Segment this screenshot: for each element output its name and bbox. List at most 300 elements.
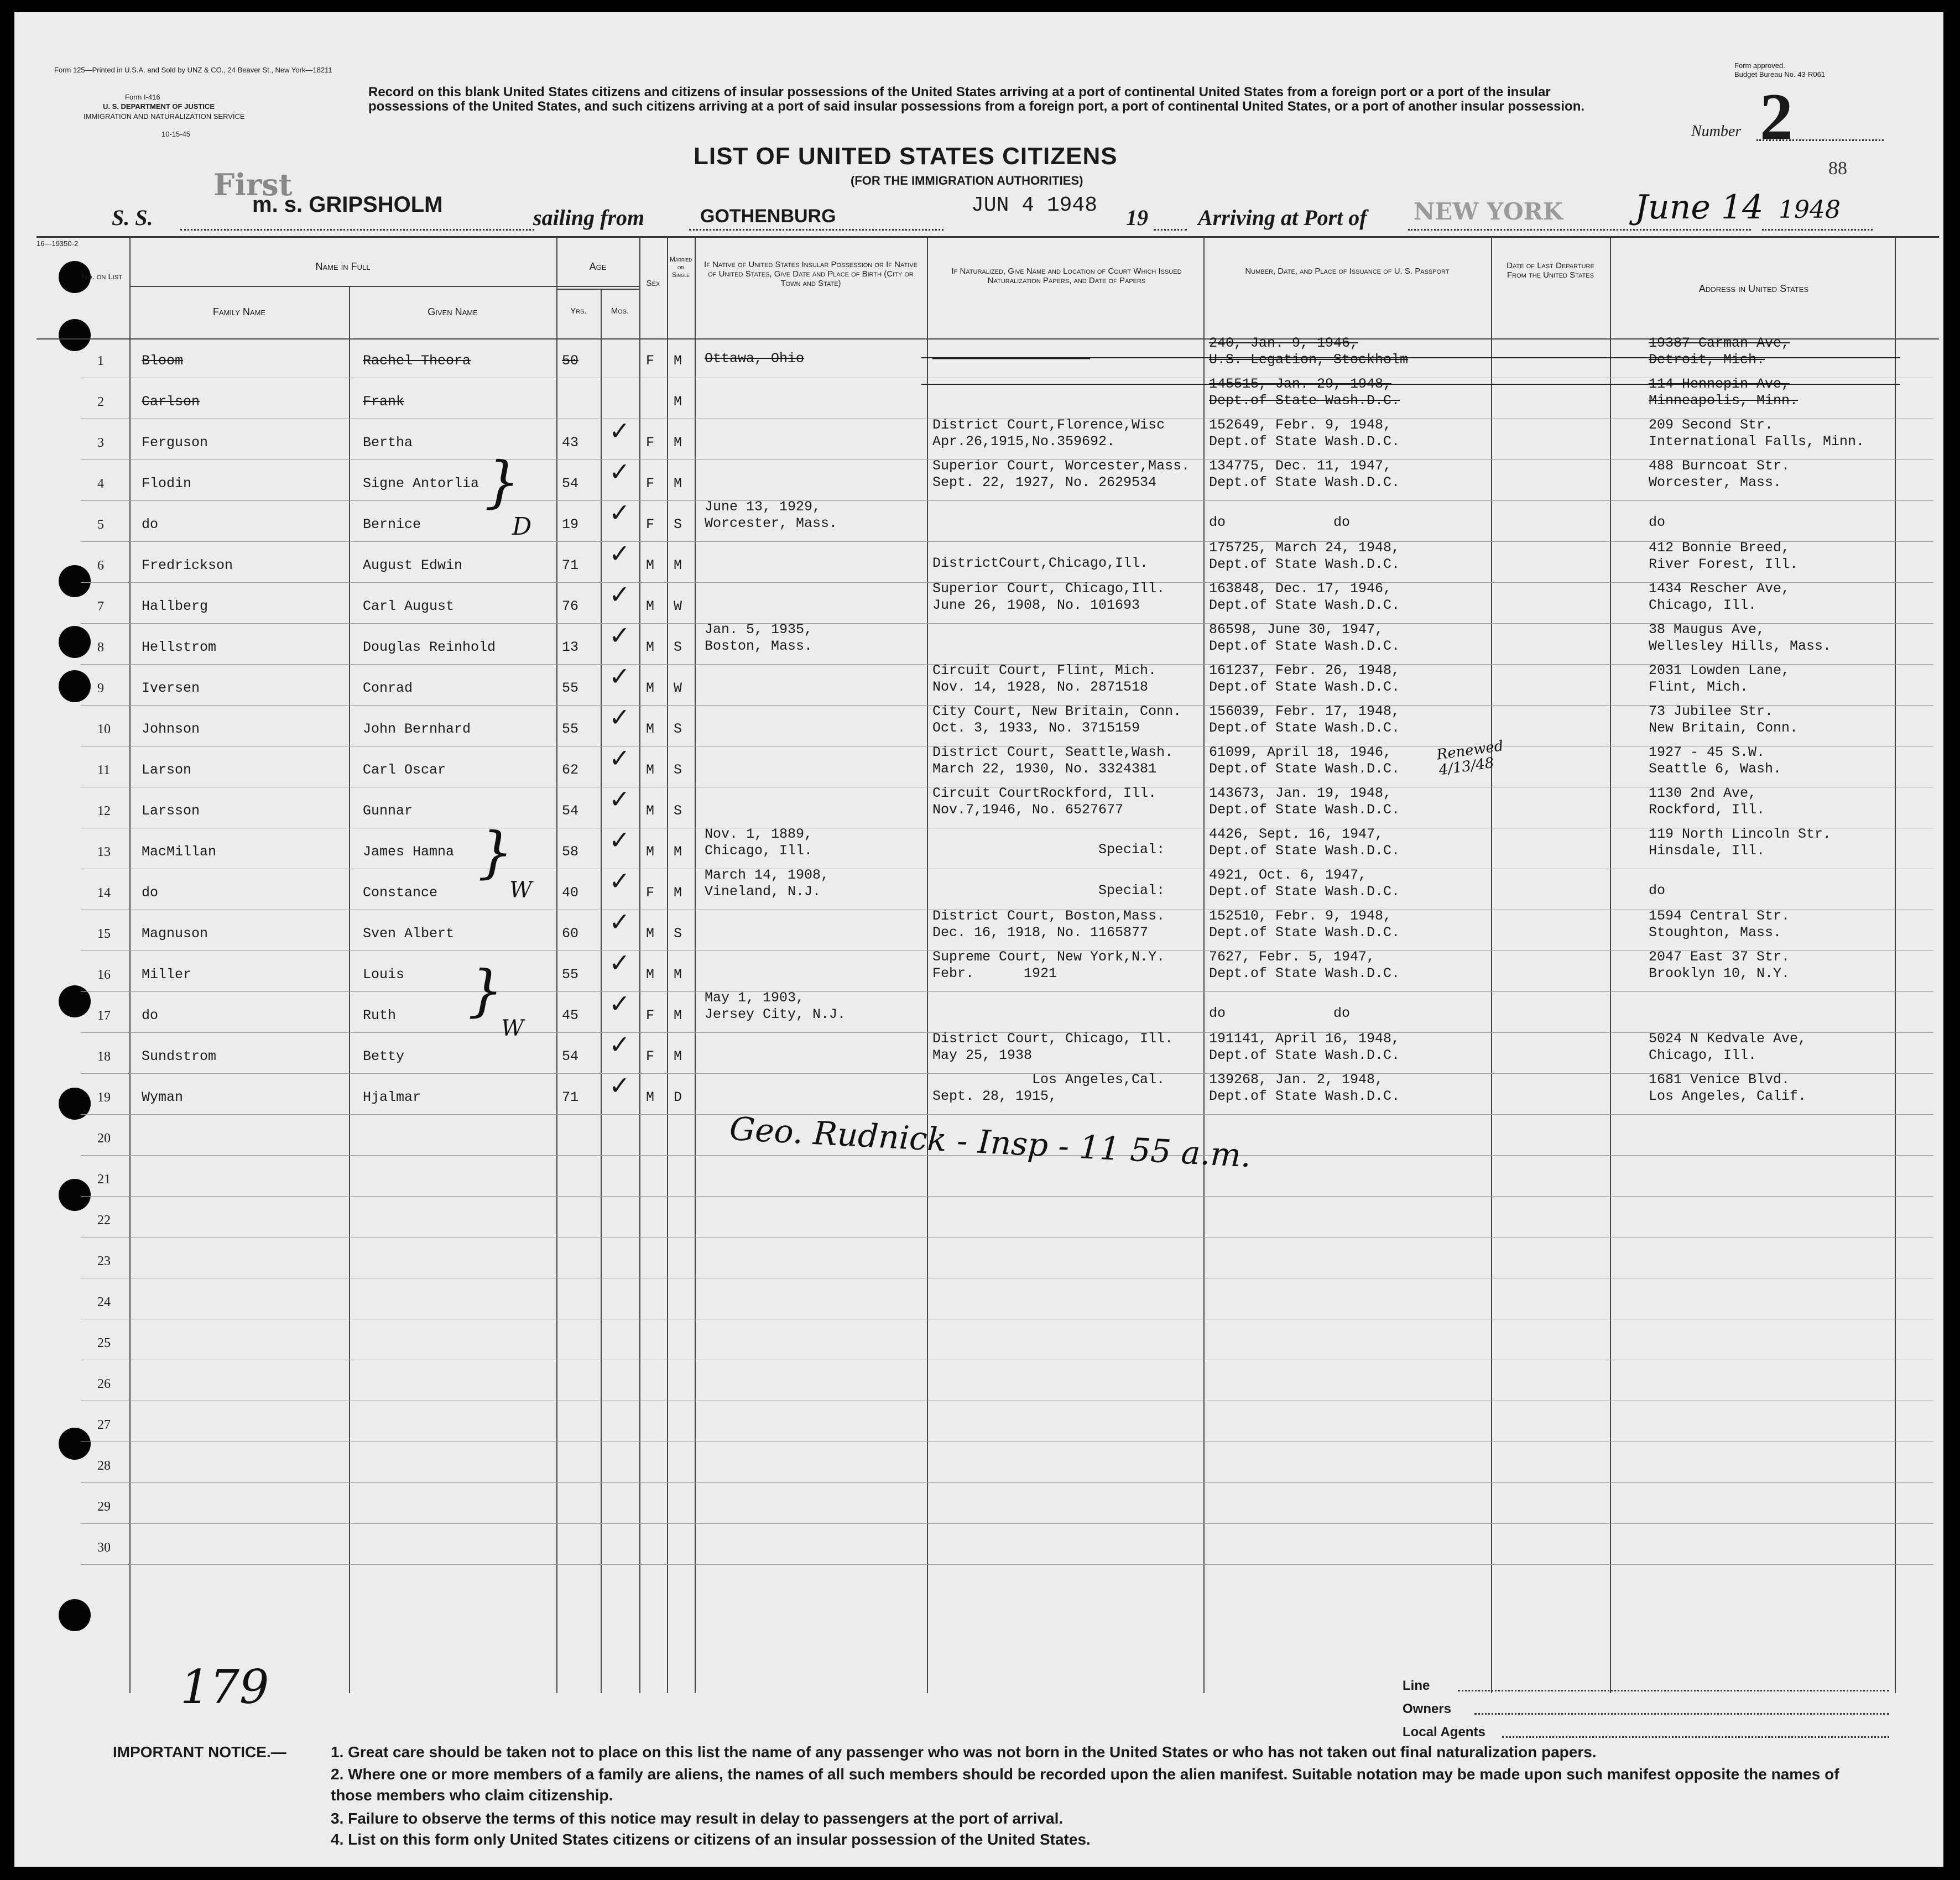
birth-date-place: Boston, Mass. <box>705 638 813 654</box>
passport-info: U.S. Legation, Stockholm <box>1209 352 1409 368</box>
family-brace: } <box>478 820 513 885</box>
naturalization-court: District Court, Chicago, Ill. <box>932 1031 1174 1047</box>
passport-info: Dept.of State Wash.D.C. <box>1209 925 1400 941</box>
age-years: 71 <box>562 1089 579 1105</box>
owners-underline <box>1474 1713 1889 1715</box>
age-check: ✓ <box>609 866 630 896</box>
sex: F <box>646 516 655 532</box>
passport-info: 240, Jan. 9, 1946, <box>1209 335 1359 351</box>
header-age: Age <box>589 261 607 272</box>
given-name: Gunnar <box>363 803 413 819</box>
age-years: 43 <box>562 435 579 451</box>
year-underline-2 <box>1762 229 1873 231</box>
marital-status: M <box>674 967 682 983</box>
inspector-signature: Geo. Rudnick - Insp - 11 55 a.m. <box>728 1110 1252 1175</box>
table-row <box>14 825 1933 869</box>
age-check: ✓ <box>609 457 630 487</box>
sex: M <box>646 967 655 983</box>
age-check: ✓ <box>609 702 630 732</box>
naturalization-court: ——————————————————— <box>932 351 1091 367</box>
sex: F <box>646 1007 655 1023</box>
marital-status: M <box>674 1048 682 1064</box>
line-label: Line <box>1403 1678 1430 1693</box>
table-row <box>14 1070 1933 1115</box>
header-sex: Sex <box>646 279 660 288</box>
family-name: Magnuson <box>142 926 208 942</box>
passport-info: Dept.of State Wash.D.C. <box>1209 965 1400 981</box>
us-address: Wellesley Hills, Mass. <box>1649 638 1832 654</box>
manifest-number: 2 <box>1760 80 1793 153</box>
naturalization-court: Special: <box>932 882 1165 899</box>
row-number: 27 <box>97 1418 111 1432</box>
strike-line <box>921 384 1900 385</box>
naturalization-court: Febr. 1921 <box>932 965 1057 981</box>
sex: F <box>646 885 655 901</box>
birth-date-place: May 1, 1903, <box>705 990 805 1006</box>
notice-item-4: 4. List on this form only United States citizens or citizens of an insular possession of the United States. <box>331 1831 1091 1848</box>
age-check: ✓ <box>609 948 630 978</box>
table-row <box>14 337 1933 378</box>
sex: M <box>646 926 655 942</box>
naturalization-court: City Court, New Britain, Conn. <box>932 703 1182 719</box>
year-underline <box>1154 229 1187 231</box>
age-check: ✓ <box>609 498 630 528</box>
us-address: 2047 East 37 Str. <box>1649 949 1790 965</box>
sex: M <box>646 680 655 696</box>
passport-info: do do <box>1209 514 1351 530</box>
form-approved: Form approved. <box>1734 61 1785 70</box>
row-number: 6 <box>97 558 104 573</box>
row-number: 11 <box>97 763 111 777</box>
birth-date-place: Ottawa, Ohio <box>705 351 805 367</box>
header-naturalized: If Naturalized, Give Name and Location of Court Which Issued Naturalization Papers, and Date of Papers <box>951 267 1182 285</box>
ship-name: m. s. GRIPSHOLM <box>252 192 443 217</box>
marital-status: S <box>674 516 682 532</box>
ship-underline <box>180 229 534 231</box>
age-check: ✓ <box>609 620 630 650</box>
age-check: ✓ <box>609 907 630 937</box>
table-row <box>14 1442 1933 1483</box>
table-row <box>14 866 1933 910</box>
us-address: do <box>1649 514 1666 530</box>
given-name: Louis <box>363 967 405 983</box>
sex: M <box>646 721 655 737</box>
us-address: Detroit, Mich. <box>1649 352 1765 368</box>
naturalization-court: Sept. 28, 1915, <box>932 1088 1057 1104</box>
passport-info: 139268, Jan. 2, 1948, <box>1209 1072 1384 1088</box>
sex: M <box>646 639 655 655</box>
marital-status: M <box>674 885 682 901</box>
brace-annotation-w2: W <box>501 1016 524 1041</box>
row-number: 10 <box>97 722 111 737</box>
table-row <box>14 378 1933 419</box>
given-name: Frank <box>363 394 405 410</box>
table-row <box>14 1197 1933 1237</box>
given-name: Betty <box>363 1048 405 1064</box>
department: U. S. DEPARTMENT OF JUSTICE <box>103 102 215 111</box>
birth-date-place: Nov. 1, 1889, <box>705 826 813 842</box>
family-name: Hellstrom <box>142 639 217 655</box>
passport-info: Dept.of State Wash.D.C. <box>1209 1047 1400 1063</box>
age-years: 76 <box>562 598 579 614</box>
row-number: 26 <box>97 1377 111 1391</box>
age-check: ✓ <box>609 1070 630 1100</box>
passport-info: 4921, Oct. 6, 1947, <box>1209 867 1367 883</box>
marital-status: S <box>674 639 682 655</box>
given-name: John Bernhard <box>363 721 471 737</box>
passport-info: Dept.of State Wash.D.C. <box>1209 474 1400 490</box>
naturalization-court: Dec. 16, 1918, No. 1165877 <box>932 925 1149 941</box>
marital-status: M <box>674 844 682 860</box>
birth-date-place: Jersey City, N.J. <box>705 1006 846 1022</box>
passport-info: 156039, Febr. 17, 1948, <box>1209 703 1400 719</box>
row-number: 23 <box>97 1254 111 1268</box>
us-address: Minneapolis, Minn. <box>1649 393 1799 409</box>
header-given-name: Given Name <box>428 306 478 317</box>
us-address: 1927 - 45 S.W. <box>1649 744 1765 760</box>
instructions: Record on this blank United States citizens and citizens of insular possessions of the United States arriving at a port of continental United States from a foreign port or a port of the insular possessions of the United States, and such citizens arriving at a port of said insular possessions from a foreign port, a port of continental United States, or a port of another insular possession. <box>368 85 1585 114</box>
header-no: No. on List <box>81 272 122 281</box>
sex: M <box>646 803 655 819</box>
us-address: Los Angeles, Calif. <box>1649 1088 1807 1104</box>
local-agents-label: Local Agents <box>1403 1725 1485 1740</box>
age-years: 54 <box>562 476 579 492</box>
margin-number: 88 <box>1828 158 1847 179</box>
us-address: 1594 Central Str. <box>1649 908 1790 924</box>
marital-status: S <box>674 803 682 819</box>
printer-line: Form 125—Printed in U.S.A. and Sold by UNZ & CO., 24 Beaver St., New York—18211 <box>54 66 332 74</box>
table-row <box>14 702 1933 746</box>
us-address: Chicago, Ill. <box>1649 1047 1757 1063</box>
budget-bureau: Budget Bureau No. 43-R061 <box>1734 70 1826 79</box>
passport-info: Dept.of State Wash.D.C. <box>1209 843 1400 859</box>
table-row <box>14 1030 1933 1074</box>
row-number: 12 <box>97 804 111 818</box>
naturalization-court: Oct. 3, 1933, No. 3715159 <box>932 720 1140 736</box>
row-number: 24 <box>97 1295 111 1309</box>
row-number: 15 <box>97 927 111 941</box>
family-brace: } <box>468 958 503 1023</box>
row-number: 7 <box>97 599 104 614</box>
naturalization-court: District Court, Boston,Mass. <box>932 908 1165 924</box>
table-row <box>14 989 1933 1033</box>
age-years: 50 <box>562 353 579 369</box>
marital-status: S <box>674 721 682 737</box>
renewed-note: Renewed 4/13/48 <box>1435 738 1505 779</box>
row-number: 30 <box>97 1540 111 1555</box>
age-years: 13 <box>562 639 579 655</box>
birth-date-place: Jan. 5, 1935, <box>705 622 813 638</box>
family-name: Miller <box>142 967 192 983</box>
strike-line <box>921 357 1900 358</box>
us-address: 209 Second Str. <box>1649 417 1774 433</box>
marital-status: S <box>674 762 682 778</box>
form-number: Form I-416 <box>125 93 160 101</box>
age-years: 54 <box>562 1048 579 1064</box>
family-name: Sundstrom <box>142 1048 217 1064</box>
family-name: Ferguson <box>142 435 208 451</box>
passport-info: 191141, April 16, 1948, <box>1209 1031 1400 1047</box>
owners-label: Owners <box>1403 1701 1452 1716</box>
naturalization-court: DistrictCourt,Chicago,Ill. <box>932 555 1149 571</box>
given-name: Ruth <box>363 1007 397 1023</box>
passport-info: Dept.of State Wash.D.C. <box>1209 884 1400 900</box>
table-top-rule <box>37 236 1939 238</box>
table-row <box>14 457 1933 501</box>
us-address: do <box>1649 882 1666 899</box>
sailing-from: GOTHENBURG <box>700 206 836 227</box>
given-name: Carl Oscar <box>363 762 446 778</box>
table-row <box>14 1524 1933 1565</box>
us-address: 5024 N Kedvale Ave, <box>1649 1031 1807 1047</box>
birth-date-place: March 14, 1908, <box>705 867 830 883</box>
notice-item-2: 2. Where one or more members of a family are aliens, the names of all such members should be recorded upon the alien manifest. Suitable notation may be made upon such manifest opposite the names of those members who claim citizenship. <box>331 1766 1839 1804</box>
header-address: Address in United States <box>1698 283 1809 294</box>
naturalization-court: Los Angeles,Cal. <box>932 1072 1165 1088</box>
age-check: ✓ <box>609 539 630 568</box>
marital-status: M <box>674 394 682 410</box>
us-address: International Falls, Minn. <box>1649 434 1865 450</box>
us-address: 19387 Carman Ave, <box>1649 335 1790 351</box>
line-underline <box>1458 1690 1889 1691</box>
family-name: Carlson <box>142 394 200 410</box>
given-name: Conrad <box>363 680 413 696</box>
family-name: Flodin <box>142 476 192 492</box>
sex: M <box>646 557 655 573</box>
birth-date-place: Worcester, Mass. <box>705 515 838 531</box>
passport-info: Dept.of State Wash.D.C. <box>1209 802 1400 818</box>
age-years: 55 <box>562 680 579 696</box>
marital-status: M <box>674 1007 682 1023</box>
name-header-rule <box>131 286 639 287</box>
row-number: 21 <box>97 1172 111 1187</box>
passport-info: 7627, Febr. 5, 1947, <box>1209 949 1375 965</box>
naturalization-court: Supreme Court, New York,N.Y. <box>932 949 1165 965</box>
naturalization-court: Special: <box>932 842 1165 858</box>
us-address: Chicago, Ill. <box>1649 597 1757 613</box>
brace-annotation-w1: W <box>509 878 533 903</box>
sailing-label: sailing from <box>533 205 645 230</box>
form-date-code: 10-15-45 <box>161 130 191 138</box>
passport-info: Dept.of State Wash.D.C. <box>1209 679 1400 695</box>
us-address: 38 Maugus Ave, <box>1649 622 1765 638</box>
row-number: 13 <box>97 845 111 859</box>
marital-status: S <box>674 926 682 942</box>
header-name-in-full: Name in Full <box>315 261 371 272</box>
naturalization-court: District Court,Florence,Wisc <box>932 417 1165 433</box>
given-name: August Edwin <box>363 557 463 573</box>
table-row <box>14 1360 1933 1401</box>
age-years: 19 <box>562 516 579 532</box>
naturalization-court: Sept. 22, 1927, No. 2629534 <box>932 474 1157 490</box>
table-row <box>14 620 1933 665</box>
family-name: Fredrickson <box>142 557 233 573</box>
age-check: ✓ <box>609 416 630 446</box>
row-number: 5 <box>97 518 104 532</box>
age-check: ✓ <box>609 743 630 773</box>
passport-info: 61099, April 18, 1946, <box>1209 744 1392 760</box>
row-number: 8 <box>97 640 104 655</box>
header-family-name: Family Name <box>212 306 266 317</box>
age-years: 58 <box>562 844 579 860</box>
birth-date-place: June 13, 1929, <box>705 499 821 515</box>
age-years: 40 <box>562 885 579 901</box>
given-name: Carl August <box>363 598 455 614</box>
sail-date: JUN 4 1948 <box>971 194 1098 217</box>
row-number: 1 <box>97 354 104 368</box>
table-row <box>14 1278 1933 1319</box>
arriving-label: Arriving at Port of <box>1198 205 1367 230</box>
agents-underline <box>1502 1736 1889 1738</box>
us-address: Flint, Mich. <box>1649 679 1749 695</box>
given-name: Signe Antorlia <box>363 476 479 492</box>
port-underline <box>1408 229 1751 231</box>
passport-info: Dept.of State Wash.D.C. <box>1209 434 1400 450</box>
marital-status: M <box>674 557 682 573</box>
passport-info: 4426, Sept. 16, 1947, <box>1209 826 1384 842</box>
family-name: Larson <box>142 762 192 778</box>
passport-info: Dept.of State Wash.D.C. <box>1209 638 1400 654</box>
marital-status: D <box>674 1089 682 1105</box>
family-name: do <box>142 516 159 532</box>
marital-status: M <box>674 476 682 492</box>
header-yrs: Yrs. <box>570 306 587 316</box>
naturalization-court: Circuit Court, Flint, Mich. <box>932 662 1157 678</box>
passport-info: Dept.of State Wash.D.C. <box>1209 761 1400 777</box>
age-years: 54 <box>562 803 579 819</box>
table-row <box>14 1319 1933 1360</box>
age-years: 45 <box>562 1007 579 1023</box>
year-label: 19 <box>1126 205 1148 230</box>
passport-info: 163848, Dec. 17, 1946, <box>1209 581 1392 597</box>
table-row <box>14 907 1933 951</box>
age-check: ✓ <box>609 661 630 691</box>
row-number: 17 <box>97 1009 111 1023</box>
row-number: 19 <box>97 1090 111 1105</box>
age-years: 62 <box>562 762 579 778</box>
age-check: ✓ <box>609 1030 630 1059</box>
sex: F <box>646 353 655 369</box>
us-address: Seattle 6, Wash. <box>1649 761 1782 777</box>
given-name: Bertha <box>363 435 413 451</box>
given-name: Bernice <box>363 516 421 532</box>
sex: M <box>646 762 655 778</box>
age-years: 55 <box>562 967 579 983</box>
row-number: 2 <box>97 395 104 409</box>
given-name: Rachel Theora <box>363 353 471 369</box>
us-address: Rockford, Ill. <box>1649 802 1765 818</box>
binder-hole <box>59 1599 91 1631</box>
us-address: 2031 Lowden Lane, <box>1649 662 1790 678</box>
age-check: ✓ <box>609 825 630 855</box>
given-name: Hjalmar <box>363 1089 421 1105</box>
us-address: River Forest, Ill. <box>1649 556 1799 572</box>
age-check: ✓ <box>609 784 630 814</box>
us-address: 73 Jubilee Str. <box>1649 703 1774 719</box>
header-passport: Number, Date, and Place of Issuance of U. S. Passport <box>1245 267 1450 276</box>
page-subtitle: (FOR THE IMMIGRATION AUTHORITIES) <box>851 174 1083 187</box>
header-mos: Mos. <box>611 306 629 316</box>
naturalization-court: Nov. 14, 1928, No. 2871518 <box>932 679 1149 695</box>
age-years: 60 <box>562 926 579 942</box>
naturalization-court: Nov.7,1946, No. 6527677 <box>932 802 1124 818</box>
us-address: Stoughton, Mass. <box>1649 925 1782 941</box>
birth-date-place: Vineland, N.J. <box>705 884 821 900</box>
page-title: LIST OF UNITED STATES CITIZENS <box>694 143 1118 170</box>
family-name: Iversen <box>142 680 200 696</box>
marital-status: M <box>674 353 682 369</box>
notice-label: IMPORTANT NOTICE.— <box>113 1743 286 1761</box>
row-number: 3 <box>97 436 104 450</box>
passport-info: 152510, Febr. 9, 1948, <box>1209 908 1392 924</box>
table-row <box>14 1401 1933 1442</box>
us-address: Hinsdale, Ill. <box>1649 843 1765 859</box>
marital-status: W <box>674 680 682 696</box>
row-rule <box>81 1564 1933 1565</box>
sex: F <box>646 1048 655 1064</box>
sex: M <box>646 598 655 614</box>
port-name: NEW YORK <box>1414 198 1563 225</box>
table-row <box>14 743 1933 787</box>
table-row <box>14 416 1933 460</box>
header-native: If Native of United States Insular Possession or If Native of United States, Give Date and Place of Birth (City or Town and State) <box>704 260 918 288</box>
naturalization-court: March 22, 1930, No. 3324381 <box>932 761 1157 777</box>
us-address: 1434 Rescher Ave, <box>1649 581 1790 597</box>
us-address: New Britain, Conn. <box>1649 720 1799 736</box>
row-number: 4 <box>97 477 104 491</box>
age-check: ✓ <box>609 989 630 1019</box>
passport-info: Dept.of State Wash.D.C. <box>1209 556 1400 572</box>
ss-label: S. S. <box>112 205 153 230</box>
passport-info: do do <box>1209 1005 1351 1021</box>
table-row <box>14 784 1933 828</box>
us-address: 412 Bonnie Breed, <box>1649 540 1790 556</box>
row-number: 29 <box>97 1500 111 1514</box>
family-name: Larsson <box>142 803 200 819</box>
passport-info: 143673, Jan. 19, 1948, <box>1209 785 1392 801</box>
given-name: Douglas Reinhold <box>363 639 496 655</box>
passport-info: 175725, March 24, 1948, <box>1209 540 1400 556</box>
first-stamp: First <box>213 167 293 202</box>
us-address: 114 Hennepin Ave, <box>1649 376 1790 392</box>
age-header-rule <box>556 289 639 290</box>
us-address: Worcester, Mass. <box>1649 474 1782 490</box>
naturalization-court: Circuit CourtRockford, Ill. <box>932 785 1157 801</box>
row-number: 25 <box>97 1336 111 1350</box>
passport-info: 161237, Febr. 26, 1948, <box>1209 662 1400 678</box>
us-address: 119 North Lincoln Str. <box>1649 826 1832 842</box>
naturalization-court: May 25, 1938 <box>932 1047 1033 1063</box>
marital-status: M <box>674 435 682 451</box>
row-number: 14 <box>97 886 111 900</box>
passport-info: Dept.of State Wash.D.C. <box>1209 597 1400 613</box>
passport-info: 145515, Jan. 29, 1948, <box>1209 376 1392 392</box>
table-row <box>14 1156 1933 1197</box>
table-row <box>14 539 1933 583</box>
family-name: Hallberg <box>142 598 208 614</box>
notice-item-1: 1. Great care should be taken not to place on this list the name of any passenger who was not born in the United States or who has not taken out final naturalization papers. <box>331 1743 1597 1761</box>
row-number: 18 <box>97 1049 111 1064</box>
given-name: James Hamna <box>363 844 455 860</box>
row-number: 16 <box>97 968 111 982</box>
family-name: Bloom <box>142 353 184 369</box>
age-years: 55 <box>562 721 579 737</box>
naturalization-court: Superior Court, Chicago,Ill. <box>932 581 1165 597</box>
passport-info: 86598, June 30, 1947, <box>1209 622 1384 638</box>
birth-date-place: Chicago, Ill. <box>705 843 813 859</box>
us-address: 1681 Venice Blvd. <box>1649 1072 1790 1088</box>
table-row <box>14 579 1933 624</box>
